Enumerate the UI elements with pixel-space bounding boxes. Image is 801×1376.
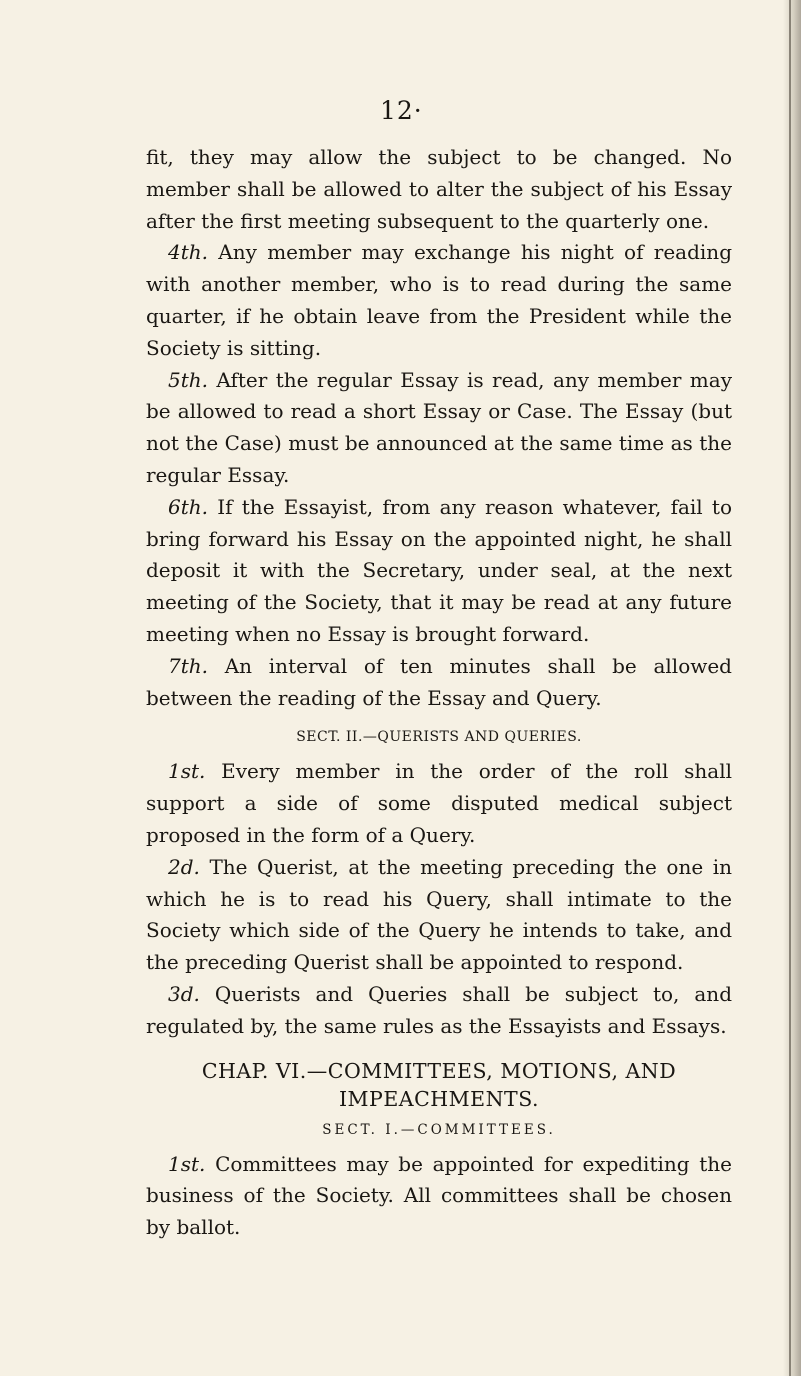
rule-text: The Querist, at the meeting preceding the one in which he is to read his Query, shall intimate to the Society which side of the Query he intends to take, and the preceding Querist shall be appointed to respond. <box>146 854 732 975</box>
rule-number: 2d. <box>168 854 200 879</box>
paragraph-querists-2d <box>146 852 732 979</box>
paragraph-rule-4th <box>146 237 732 364</box>
paragraph-rule-7th <box>146 651 732 715</box>
rule-number: 6th. <box>168 494 208 519</box>
paragraph-continuation: fit, they may allow the subject to be changed. No member shall be allowed to alter the subject of his Essay after the first meeting subsequent to the quarterly one. <box>146 145 732 233</box>
section-heading-querists: SECT. II.—QUERISTS AND QUERIES. <box>296 729 582 746</box>
chapter-heading-line-1: CHAP. VI.—COMMITTEES, MOTIONS, AND <box>201 1058 677 1083</box>
section-heading-committees: SECT. I.—COMMITTEES. <box>322 1121 556 1138</box>
rule-number: 5th. <box>168 367 208 392</box>
rule-number: 7th. <box>168 653 208 678</box>
chapter-heading <box>146 1057 732 1113</box>
body-text <box>146 142 732 1244</box>
rule-text: Committees may be appointed for expediting the business of the Society. All committees shall be chosen by ballot. <box>146 1151 732 1240</box>
rule-text: Querists and Queries shall be subject to, and regulated by, the same rules as the Essayists and Essays. <box>146 981 732 1038</box>
page-edge-line <box>789 0 791 1376</box>
paragraph-querists-3d <box>146 979 732 1043</box>
paragraph-rule-6th <box>146 492 732 651</box>
rule-number: 3d. <box>168 981 200 1006</box>
rule-text: An interval of ten minutes shall be allowed between the reading of the Essay and Query. <box>146 653 732 710</box>
rule-number: 1st. <box>168 1151 206 1176</box>
paragraph-querists-1st <box>146 756 732 851</box>
rule-number: 4th. <box>168 240 208 265</box>
rule-text: If the Essayist, from any reason whatever, fail to bring forward his Essay on the appointed night, he shall deposit it with the Secretary, under seal, at the next meeting of the Society, that it may be read at any future meeting when no Essay is brought forward. <box>146 494 732 646</box>
paragraph-committees-1st <box>146 1149 732 1244</box>
rule-text: Every member in the order of the roll shall support a side of some disputed medical subject proposed in the form of a Query. <box>146 759 732 847</box>
paragraph-rule-5th <box>146 365 732 492</box>
chapter-heading-line-2: IMPEACHMENTS. <box>338 1086 540 1111</box>
page-edge-shadow <box>783 0 801 1376</box>
rule-text: Any member may exchange his night of reading with another member, who is to read during the same quarter, if he obtain leave from the President while the Society is sitting. <box>146 240 732 360</box>
rule-number: 1st. <box>168 759 206 784</box>
page-number: 12· <box>380 96 423 125</box>
rule-text: After the regular Essay is read, any member may be allowed to read a short Essay or Case. The Essay (but not the Case) must be announced at the same time as the regular Essay. <box>146 367 732 487</box>
